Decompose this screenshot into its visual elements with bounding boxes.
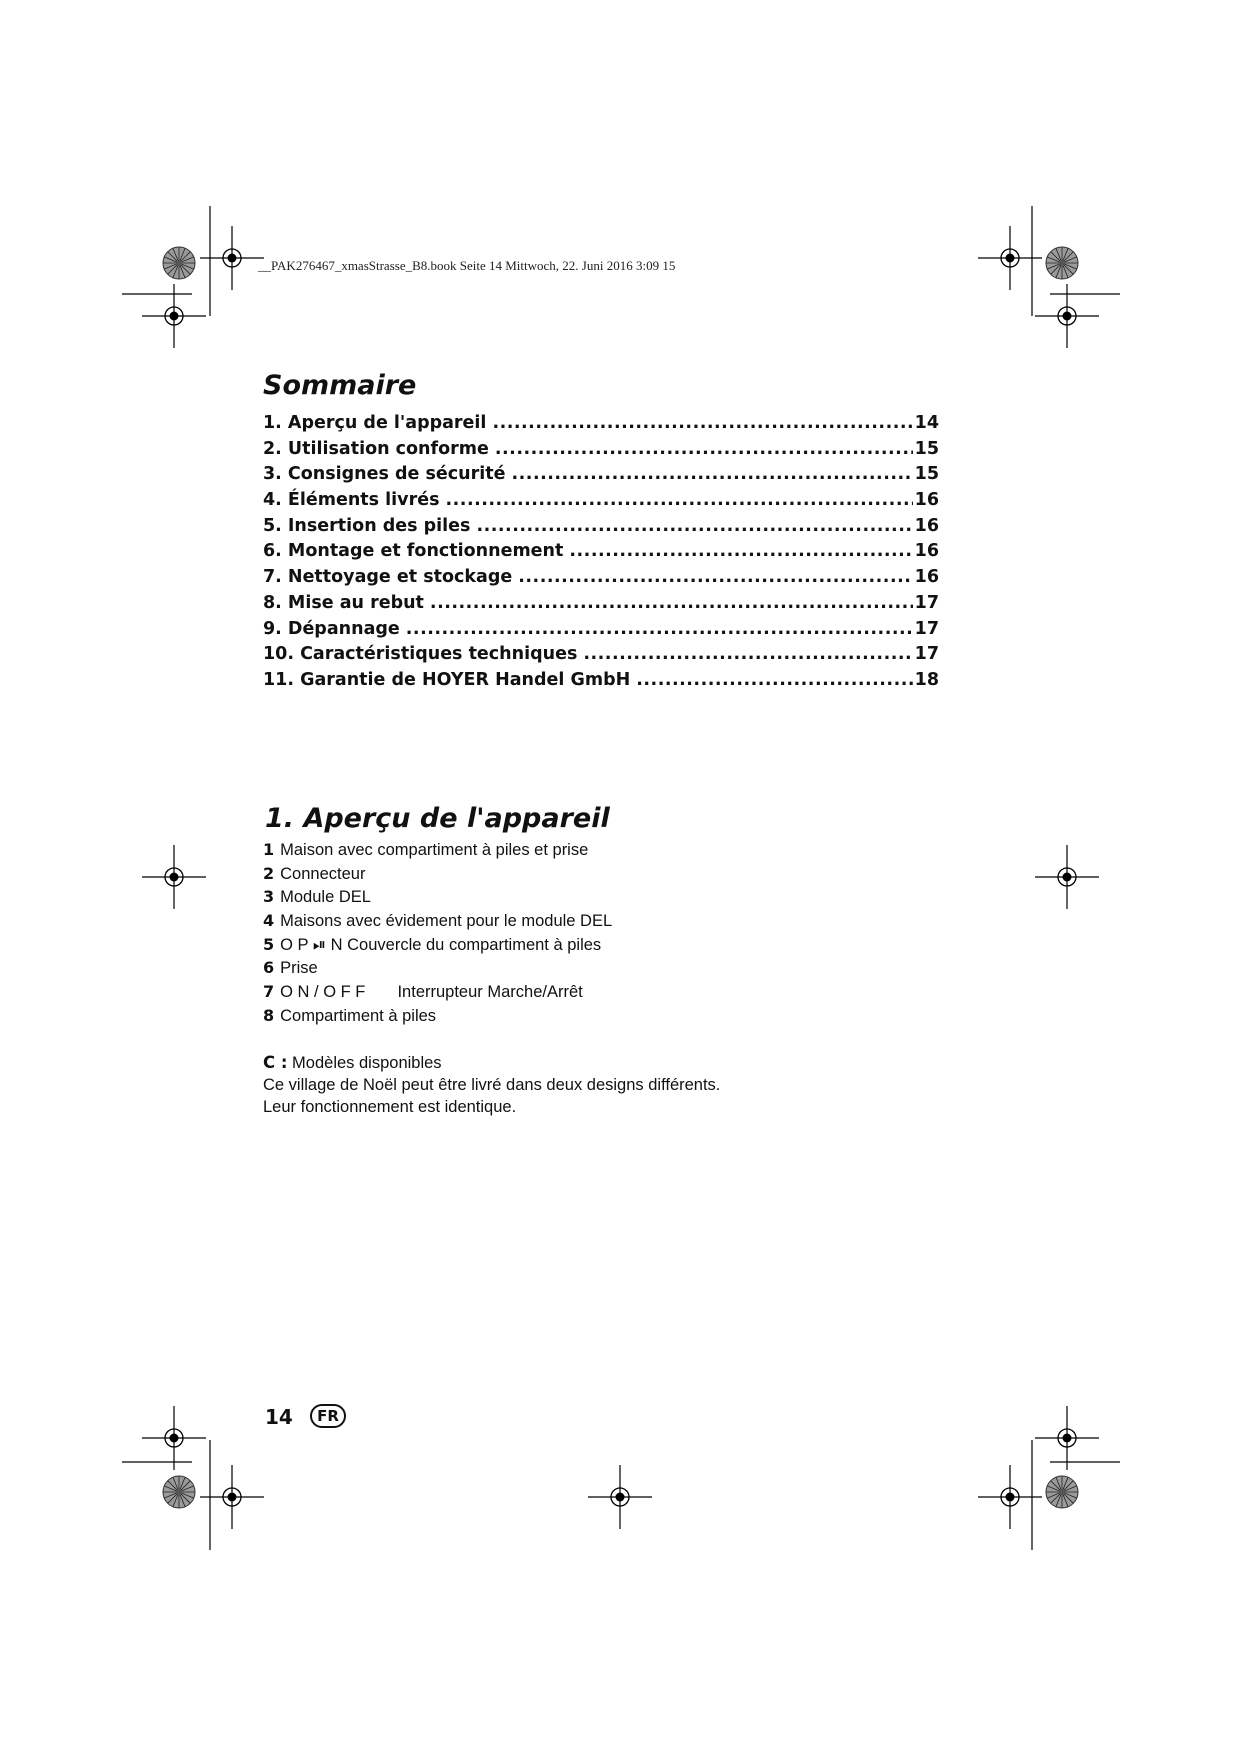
crosshair-icon: [142, 845, 206, 909]
registration-wheel-icon: [1046, 1476, 1078, 1508]
toc-entry[interactable]: 5. Insertion des piles ..... 16: [263, 516, 939, 542]
leader-dots: [406, 619, 913, 639]
registration-wheel-icon: [1046, 247, 1078, 279]
list-item: 8 Compartiment à piles: [263, 1005, 437, 1025]
list-item: 7 O N / O F F Interrupteur Marche/Arrêt: [263, 982, 583, 1002]
toc-entry[interactable]: 8. Mise au rebut ..... 17: [263, 593, 939, 619]
toc-entry[interactable]: 3. Consignes de sécurité ..... 15: [263, 464, 939, 490]
note-line: Leur fonctionnement est identique.: [263, 1098, 517, 1116]
table-of-contents: [263, 413, 939, 696]
section-title: 1. Aperçu de l'appareil: [265, 803, 610, 834]
toc-entry[interactable]: 9. Dépannage ..... 17: [263, 619, 939, 645]
list-item: 6 Prise: [263, 958, 318, 978]
toc-entry[interactable]: 6. Montage et fonctionnement ..... 16: [263, 541, 939, 567]
toc-entry[interactable]: 4. Éléments livrés ..... 16: [263, 490, 939, 516]
toc-entry[interactable]: 7. Nettoyage et stockage ..... 16: [263, 567, 939, 593]
parts-list: [263, 840, 612, 1030]
list-item: 5 O P ⏯ N Couvercle du compartiment à piles: [263, 934, 602, 954]
print-slug: __PAK276467_xmasStrasse_B8.book Seite 14 Mittwoch, 22. Juni 2016 3:09 15: [258, 258, 676, 273]
list-item: 3 Module DEL: [263, 887, 371, 907]
leader-dots: [495, 439, 913, 459]
leader-dots: [518, 567, 912, 587]
crosshair-icon: [142, 1406, 206, 1470]
models-note: [263, 1052, 720, 1118]
toc-entry[interactable]: 11. Garantie de HOYER Handel GmbH ..... 18: [263, 670, 939, 696]
leader-dots: [583, 644, 912, 664]
note-label: C :: [263, 1053, 288, 1072]
list-item: 1 Maison avec compartiment à piles et prise: [263, 840, 589, 859]
toc-entry[interactable]: 1. Aperçu de l'appareil ..... 14: [263, 413, 939, 439]
leader-dots: [512, 464, 913, 484]
leader-dots: [569, 541, 912, 561]
crosshair-icon: [1035, 1406, 1099, 1470]
registration-wheel-icon: [163, 247, 195, 279]
toc-entry[interactable]: 10. Caractéristiques techniques ..... 17: [263, 644, 939, 670]
leader-dots: [492, 413, 912, 433]
language-badge: FR: [310, 1404, 346, 1428]
note-line: Ce village de Noël peut être livré dans deux designs différents.: [263, 1076, 721, 1094]
toc-entry[interactable]: 2. Utilisation conforme ..... 15: [263, 439, 939, 465]
list-item: 2 Connecteur: [263, 863, 366, 883]
registration-wheel-icon: [163, 1476, 195, 1508]
page-number: 14: [265, 1405, 293, 1429]
note-title: Modèles disponibles: [292, 1054, 442, 1072]
leader-dots: [636, 670, 912, 690]
crosshair-icon: [1035, 845, 1099, 909]
leader-dots: [446, 490, 913, 510]
leader-dots: [476, 516, 912, 536]
list-item: 4 Maisons avec évidement pour le module DEL: [263, 911, 613, 931]
crosshair-icon: [588, 1465, 652, 1529]
toc-title: Sommaire: [263, 370, 417, 401]
leader-dots: [430, 593, 913, 613]
